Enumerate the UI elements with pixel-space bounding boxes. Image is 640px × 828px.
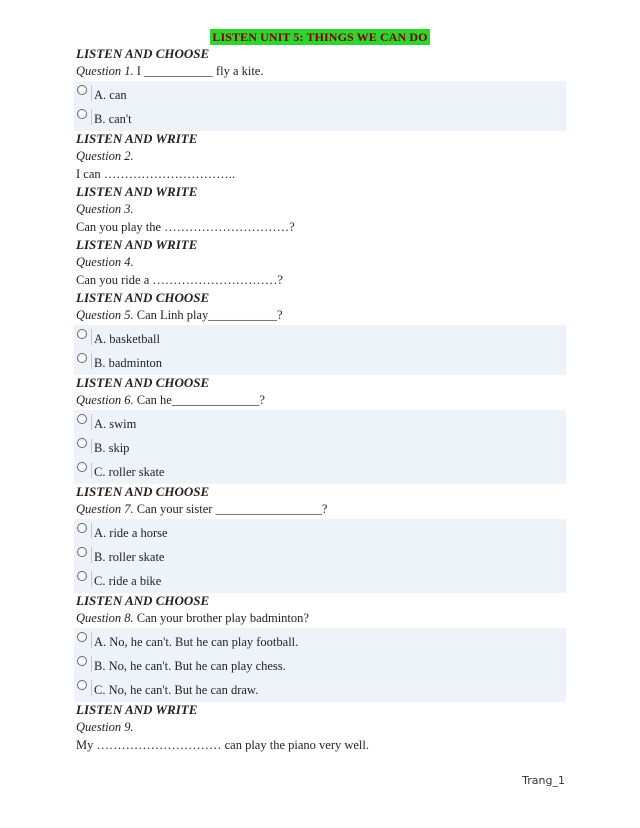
answer-option[interactable] [74, 83, 566, 107]
option-divider [91, 547, 92, 563]
option-divider [91, 353, 92, 369]
question-label: Question 1. [76, 64, 134, 78]
section-heading: LISTEN AND WRITE [76, 184, 198, 199]
answer-line[interactable]: Can you play the …………………………? [76, 220, 295, 234]
answer-line[interactable]: Can you ride a …………………………? [76, 273, 283, 287]
question-label: Question 8. [76, 611, 134, 625]
radio-button[interactable] [77, 462, 87, 472]
answer-option[interactable] [74, 412, 566, 436]
question-prompt: I ___________ fly a kite. [133, 64, 264, 78]
option-label: A. can [94, 88, 127, 102]
radio-button[interactable] [77, 109, 87, 119]
question-label: Question 5. [76, 308, 134, 322]
section-heading: LISTEN AND WRITE [76, 131, 198, 146]
option-divider [91, 523, 92, 539]
question-prompt: Can Linh play___________? [133, 308, 283, 322]
option-divider [91, 656, 92, 672]
radio-button[interactable] [77, 547, 87, 557]
answer-option[interactable] [74, 436, 566, 460]
section-heading: LISTEN AND CHOOSE [76, 46, 210, 61]
option-label: C. roller skate [94, 465, 165, 479]
question-label: Question 2. [76, 149, 134, 163]
answer-option[interactable] [74, 630, 566, 654]
question-prompt: Can your sister _________________? [133, 502, 328, 516]
section-heading: LISTEN AND WRITE [76, 702, 198, 717]
section-heading: LISTEN AND CHOOSE [76, 484, 210, 499]
answer-options [74, 628, 566, 702]
option-label: A. ride a horse [94, 526, 168, 540]
option-label: A. swim [94, 417, 137, 431]
question-text [76, 201, 566, 219]
question-prompt: Can he______________? [133, 393, 265, 407]
question-text [76, 392, 566, 410]
question-text [76, 307, 566, 325]
question-text [76, 719, 566, 737]
answer-options [74, 325, 566, 375]
answer-options [74, 81, 566, 131]
option-divider [91, 329, 92, 345]
radio-button[interactable] [77, 329, 87, 339]
option-label: B. No, he can't. But he can play chess. [94, 659, 286, 673]
worksheet-title-wrap [0, 28, 640, 46]
question-text [76, 254, 566, 272]
section-heading: LISTEN AND WRITE [76, 237, 198, 252]
answer-option[interactable] [74, 521, 566, 545]
radio-button[interactable] [77, 656, 87, 666]
radio-button[interactable] [77, 632, 87, 642]
answer-line[interactable]: My ………………………… can play the piano very well. [76, 738, 370, 752]
question-label: Question 6. [76, 393, 134, 407]
option-label: B. badminton [94, 356, 163, 370]
radio-button[interactable] [77, 680, 87, 690]
option-label: B. can't [94, 112, 132, 126]
option-divider [91, 632, 92, 648]
answer-option[interactable] [74, 678, 566, 702]
radio-button[interactable] [77, 353, 87, 363]
option-divider [91, 462, 92, 478]
option-divider [91, 438, 92, 454]
radio-button[interactable] [77, 523, 87, 533]
question-list [76, 46, 566, 755]
option-label: C. ride a bike [94, 574, 162, 588]
answer-options [74, 410, 566, 484]
answer-line[interactable]: I can ………………………….. [76, 167, 236, 181]
answer-option[interactable] [74, 460, 566, 484]
question-label: Question 9. [76, 720, 134, 734]
question-text [76, 610, 566, 628]
question-text [76, 63, 566, 81]
section-heading: LISTEN AND CHOOSE [76, 375, 210, 390]
answer-option[interactable] [74, 569, 566, 593]
page-footer: Trang_1 [522, 774, 565, 787]
option-divider [91, 571, 92, 587]
option-label: C. No, he can't. But he can draw. [94, 683, 259, 697]
section-heading: LISTEN AND CHOOSE [76, 290, 210, 305]
answer-option[interactable] [74, 327, 566, 351]
question-label: Question 3. [76, 202, 134, 216]
option-label: A. No, he can't. But he can play football. [94, 635, 299, 649]
radio-button[interactable] [77, 414, 87, 424]
question-label: Question 4. [76, 255, 134, 269]
answer-option[interactable] [74, 107, 566, 131]
option-divider [91, 109, 92, 125]
option-divider [91, 680, 92, 696]
radio-button[interactable] [77, 85, 87, 95]
question-text [76, 148, 566, 166]
radio-button[interactable] [77, 438, 87, 448]
answer-option[interactable] [74, 545, 566, 569]
radio-button[interactable] [77, 571, 87, 581]
option-label: A. basketball [94, 332, 160, 346]
option-divider [91, 85, 92, 101]
question-prompt: Can your brother play badminton? [133, 611, 309, 625]
question-label: Question 7. [76, 502, 134, 516]
answer-options [74, 519, 566, 593]
answer-option[interactable] [74, 351, 566, 375]
worksheet-title: LISTEN UNIT 5: THINGS WE CAN DO [212, 30, 428, 44]
option-label: B. roller skate [94, 550, 165, 564]
option-label: B. skip [94, 441, 130, 455]
option-divider [91, 414, 92, 430]
question-text [76, 501, 566, 519]
answer-option[interactable] [74, 654, 566, 678]
section-heading: LISTEN AND CHOOSE [76, 593, 210, 608]
